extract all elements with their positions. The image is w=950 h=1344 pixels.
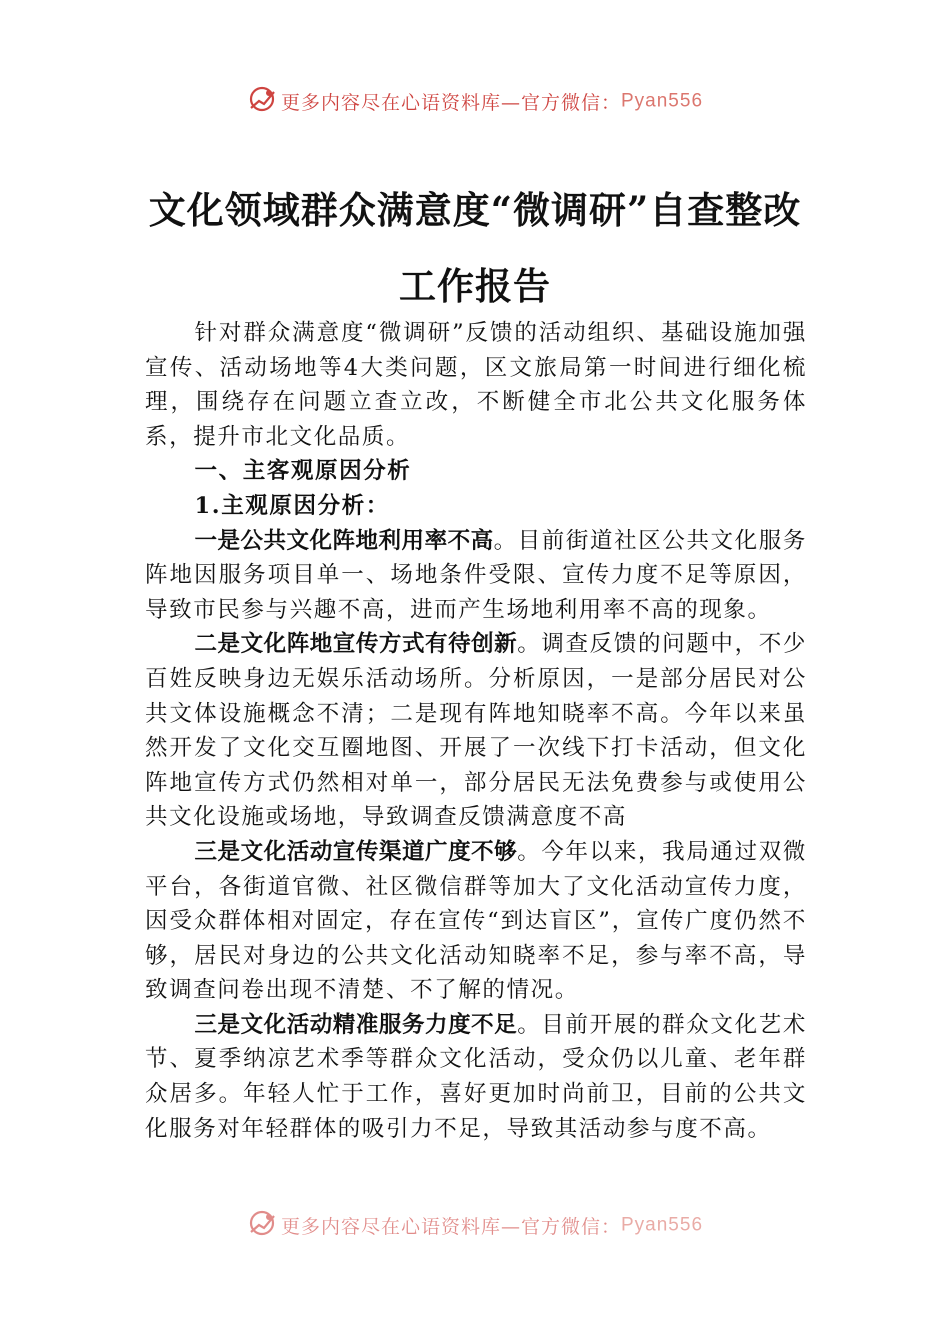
point-lead: 三是文化活动精准服务力度不足 [194,1011,518,1038]
point-lead: 三是文化活动宣传渠道广度不够 [194,838,518,865]
watermark-text: 更多内容尽在心语资料库—官方微信： [280,1216,621,1238]
watermark-bottom [0,1208,950,1243]
point-text: 。调查反馈的问题中，不少百姓反映身边无娱乐活动场所。分析原因，一是部分居民对公共文体设施概念不清；二是现有阵地知晓率不高。今年以来虽然开发了文化交互圈地图、开展了一次线下打卡活动，但文化阵地宣传方式仍然相对单一，部分居民无法免费参与或使用公共文化设施或场地，导致调查反馈满意度不高 [145,631,807,831]
point-paragraph-2 [145,627,807,835]
point-text: 。今年以来，我局通过双微平台，各街道官微、社区微信群等加大了文化活动宣传力度，因受众群体相对固定，存在宣传“到达盲区”，宣传广度仍然不够，居民对身边的公共文化活动知晓率不足，参与率不高，导致调查问卷出现不清楚、不了解的情况。 [145,838,807,1004]
intro-paragraph: 针对群众满意度“微调研”反馈的活动组织、基础设施加强宣传、活动场地等4大类问题，区文旅局第一时间进行细化梳理，围绕存在问题立查立改，不断健全市北公共文化服务体系，提升市北文化品质。 [145,320,807,450]
section-heading: 一、主客观原因分析 [194,458,412,485]
point-paragraph-3 [145,835,807,1008]
logo-icon [247,84,277,119]
point-lead: 二是文化阵地宣传方式有待创新 [194,631,518,658]
point-lead: 一是公共文化阵地利用率不高 [194,527,494,554]
watermark-wechat-id: Pyan556 [621,1214,704,1236]
point-paragraph-4 [145,1008,807,1146]
watermark-top [0,84,950,119]
watermark-text: 更多内容尽在心语资料库—官方微信： [280,92,621,114]
point-text: 。目前街道社区公共文化服务阵地因服务项目单一、场地条件受限、宣传力度不足等原因，导致市民参与兴趣不高，进而产生场地利用率不高的现象。 [145,527,807,623]
logo-icon [247,1208,277,1243]
watermark-wechat-id: Pyan556 [621,90,704,112]
subsection-heading: 1.主观原因分析： [194,492,390,519]
point-text: 。目前开展的群众文化艺术节、夏季纳凉艺术季等群众文化活动，受众仍以儿童、老年群众居多。年轻人忙于工作，喜好更加时尚前卫，目前的公共文化服务对年轻群体的吸引力不足，导致其活动参与度不高。 [145,1011,807,1142]
document-title: 文化领域群众满意度“微调研”自查整改工作报告 [148,188,802,308]
point-paragraph-1 [145,524,807,628]
document-body [145,316,807,1146]
